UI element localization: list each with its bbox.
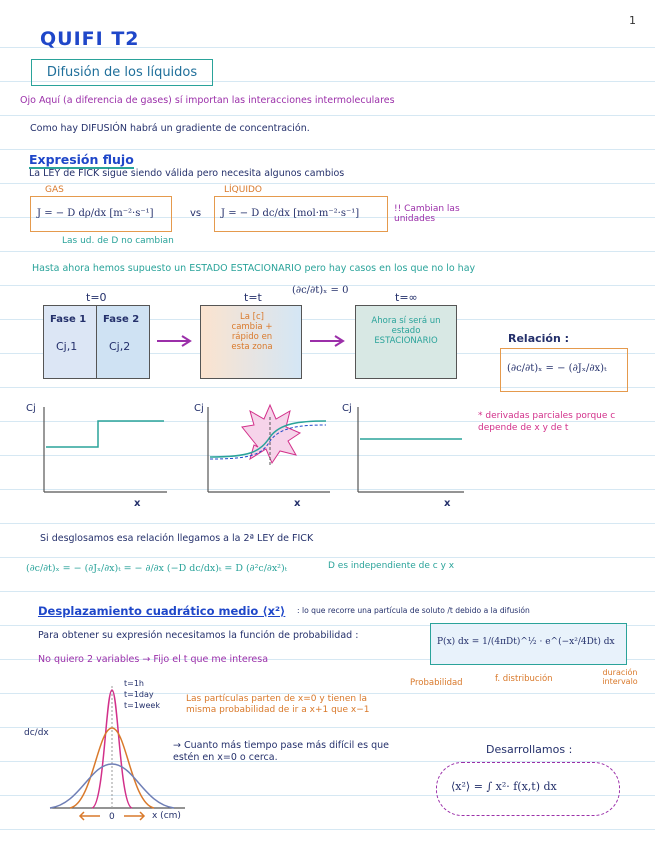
liquid-label: LÍQUIDO bbox=[224, 185, 263, 195]
gas-label: GAS bbox=[45, 185, 64, 195]
gradient-note: Como hay DIFUSIÓN habrá un gradiente de concentración. bbox=[30, 123, 310, 134]
relacion-box bbox=[500, 348, 628, 392]
vs-text: vs bbox=[190, 208, 202, 219]
liquid-eq: J = − D dc/dx [mol·m⁻²·s⁻¹] bbox=[221, 208, 360, 219]
particles-note: Las partículas parten de x=0 y tienen la misma probabilidad de ir a x+1 que x−1 bbox=[186, 694, 370, 715]
relacion-label: Relación : bbox=[508, 332, 570, 345]
dcdx-label: dc/dx bbox=[24, 728, 49, 738]
units-change-note: !! Cambian las unidades bbox=[394, 204, 460, 224]
axis-label: x (cm) bbox=[152, 811, 181, 821]
arrow-right-icon bbox=[155, 333, 195, 349]
distribution-label: f. distribución bbox=[495, 674, 553, 684]
arrow-right-icon bbox=[308, 333, 348, 349]
topic-box: Difusión de los líquidos bbox=[31, 59, 213, 86]
fick2-note: D es independiente de c y x bbox=[328, 561, 455, 571]
relacion-eq: (∂c/∂t)ₓ = − (∂Jₓ/∂x)ₜ bbox=[507, 363, 607, 374]
phase-1-box bbox=[43, 305, 97, 379]
partial-zero-note: (∂c/∂t)ₓ = 0 bbox=[292, 285, 349, 296]
graph-stationary bbox=[340, 397, 470, 512]
graph-transition bbox=[190, 397, 340, 512]
gaussian-plot bbox=[40, 678, 190, 826]
svg-text:x: x bbox=[444, 498, 451, 509]
duration-label: duración intervalo bbox=[602, 668, 638, 686]
legend-1week: t=1week bbox=[124, 701, 160, 710]
develop-label: Desarrollamos : bbox=[486, 743, 573, 756]
msd-heading: Desplazamiento cuadrático medio ⟨x²⟩ bbox=[38, 604, 286, 618]
graph-xlabel: x bbox=[134, 498, 141, 509]
ojo-note: Ojo Aquí (a diferencia de gases) sí importan las interacciones intermoleculares bbox=[20, 95, 395, 106]
graph-ylabel: Cj bbox=[26, 403, 36, 414]
fick2-eq: (∂c/∂t)ₓ = − (∂Jₓ/∂x)ₜ = − ∂/∂x (−D dc/dx)ₜ = D (∂²c/∂x²)ₜ bbox=[26, 563, 288, 574]
flux-heading: Expresión flujo bbox=[29, 152, 134, 167]
develop-cloud bbox=[436, 762, 620, 816]
phase-mixing-box bbox=[200, 305, 302, 379]
gas-eq: J = − D dρ/dx [m⁻²·s⁻¹] bbox=[37, 208, 154, 219]
probability-box bbox=[430, 623, 627, 665]
one-variable-note: No quiero 2 variables → Fijo el t que me interesa bbox=[38, 654, 269, 665]
stationary-text: Hasta ahora hemos supuesto un ESTADO ESTACIONARIO pero hay casos en los que no lo hay bbox=[32, 263, 476, 274]
cj1-label: Cj,1 bbox=[56, 340, 78, 353]
tt-label: t=t bbox=[244, 291, 262, 304]
phase-2-box bbox=[96, 305, 150, 379]
more-time-note: → Cuanto más tiempo pase más difícil es que estén en x=0 o cerca. bbox=[173, 740, 389, 763]
gas-eq-box bbox=[30, 196, 172, 232]
mixing-text: La [c] cambia + rápido en esta zona bbox=[231, 312, 273, 352]
liquid-eq-box bbox=[214, 196, 388, 232]
t0-label: t=0 bbox=[86, 291, 107, 304]
page-title: QUIFI T2 bbox=[40, 28, 140, 50]
fase2-label: Fase 2 bbox=[103, 314, 140, 325]
partial-derivative-note: * derivadas parciales porque c depende de x y de t bbox=[478, 411, 616, 433]
cj2-label: Cj,2 bbox=[109, 340, 131, 353]
tinf-label: t=∞ bbox=[395, 291, 418, 304]
msd-heading-note: : lo que recorre una partícula de soluto /t debido a la difusión bbox=[297, 606, 530, 615]
svg-text:Cj: Cj bbox=[342, 403, 352, 414]
probability-eq: P(x) dx = 1/(4πDt)^½ · e^(−x²/4Dt) dx bbox=[437, 637, 615, 647]
flux-text: La LEY de FICK sigue siendo válida pero necesita algunos cambios bbox=[29, 168, 345, 179]
fase1-label: Fase 1 bbox=[50, 314, 87, 325]
page-number: 1 bbox=[629, 14, 636, 27]
svg-text:Cj: Cj bbox=[194, 403, 204, 414]
d-units-note: Las ud. de D no cambian bbox=[62, 236, 174, 246]
legend-1h: t=1h bbox=[124, 679, 144, 688]
axis-zero: 0 bbox=[109, 812, 115, 822]
phase-stationary-box bbox=[355, 305, 457, 379]
svg-text:x: x bbox=[294, 498, 301, 509]
stationary-box-text: Ahora sí será un estado ESTACIONARIO bbox=[371, 316, 441, 346]
probability-label: Probabilidad bbox=[410, 678, 463, 688]
legend-1day: t=1day bbox=[124, 690, 154, 699]
fick2-text: Si desglosamos esa relación llegamos a la 2ª LEY de FICK bbox=[40, 533, 314, 544]
graph-initial bbox=[22, 397, 172, 512]
msd-text: Para obtener su expresión necesitamos la función de probabilidad : bbox=[38, 630, 359, 641]
develop-eq: ⟨x²⟩ = ∫ x²· f(x,t) dx bbox=[451, 780, 557, 793]
